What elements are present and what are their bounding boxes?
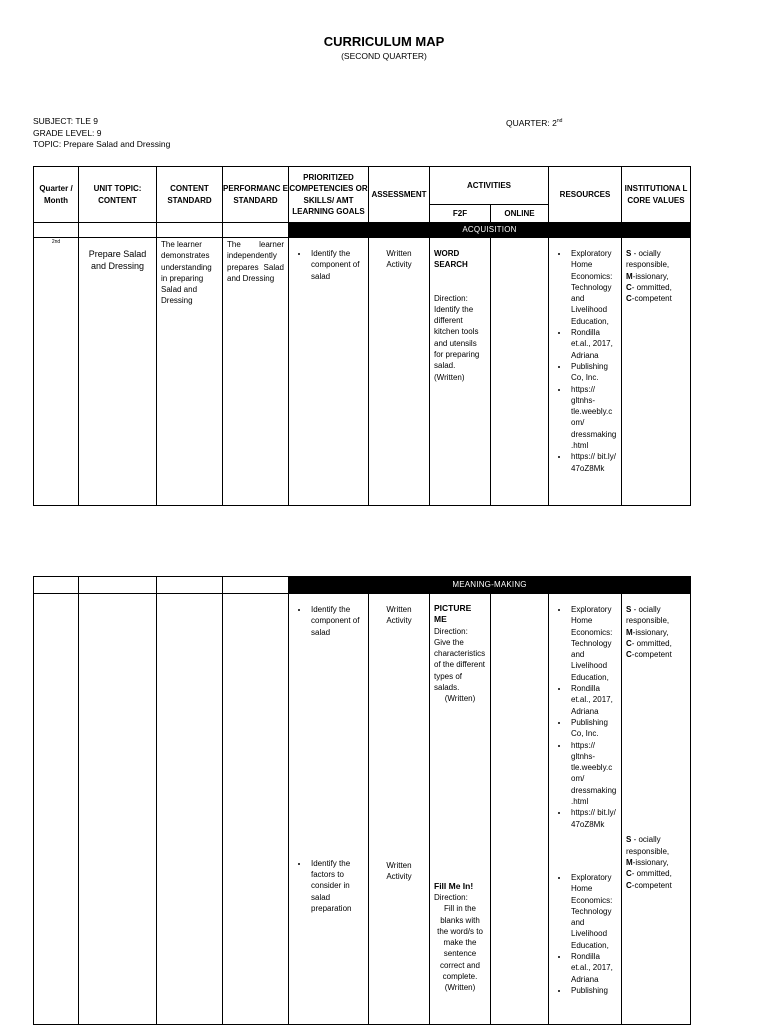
core-value-letter: M <box>626 627 633 637</box>
resource-item: • Exploratory Home Economics: Technology and Livelihood Education, <box>569 872 617 951</box>
mm-row2-assessment: Written Activity <box>386 860 412 881</box>
col-header-competencies-cell: PRIORITIZED COMPETENCIES OR SKILLS/ AMT LEARNING GOALS <box>289 167 369 223</box>
col-header-content-standard-cell: CONTENT STANDARD <box>157 167 223 223</box>
core-value-letter: M <box>626 271 633 281</box>
mm-row2-competency: • Identify the factors to consider in salad preparation <box>309 858 364 914</box>
core-value-text: - ocially responsible, <box>626 835 670 856</box>
quarter-line <box>506 116 562 129</box>
core-value-text: -competent <box>631 294 672 304</box>
resource-item: • Publishing <box>569 985 617 996</box>
core-value-line <box>626 604 686 627</box>
core-value-text: - ommitted, <box>631 638 672 648</box>
page-title: CURRICULUM MAP <box>323 34 445 49</box>
topic-line: TOPIC: Prepare Salad and Dressing <box>33 139 171 149</box>
quarter-sup: nd <box>556 118 563 124</box>
resource-item: • Exploratory Home Economics: Technology and Livelihood Education, <box>569 604 617 683</box>
core-value-letter: C <box>626 869 632 879</box>
mm-online-cell <box>491 594 549 1025</box>
acquisition-bar: ACQUISITION <box>289 223 691 238</box>
resource-item: • Rondilla et.al., 2017, Adriana <box>569 683 617 717</box>
resource-item: • Publishing Co, Inc. <box>569 717 617 740</box>
core-value-letter: C <box>626 650 632 660</box>
acquisition-online-cell <box>491 238 549 506</box>
acquisition-f2f-cell <box>430 238 491 506</box>
core-value-line <box>626 282 686 293</box>
acquisition-f2f-title: WORD SEARCH <box>434 249 468 270</box>
mm-assessment-cell <box>369 594 430 1025</box>
mm-row1-f2f-body: Direction: Give the characteristics of the different types of salads. <box>434 626 486 693</box>
core-value-line <box>626 857 686 868</box>
core-value-line <box>626 638 686 649</box>
core-value-line <box>626 868 686 879</box>
mm-row1-f2f-title: PICTURE ME <box>434 603 472 625</box>
core-value-letter: S <box>626 835 632 845</box>
core-value-text: - ocially responsible, <box>626 605 670 626</box>
resource-item: • https:// gltnhs-tle.weebly.c om/ dressmaking .html <box>569 384 617 452</box>
core-value-text: -issionary, <box>632 858 669 868</box>
col-header-activities-cell: ACTIVITIES <box>430 167 549 205</box>
quarter-value: 2nd <box>34 238 79 506</box>
mm-f2f-cell <box>430 594 491 1025</box>
curriculum-table-meaning-making <box>33 576 691 1025</box>
col-header-online: ONLINE <box>491 205 549 223</box>
performance-standard-value: The learner independently prepares Salad and Dressing <box>223 238 289 506</box>
acquisition-resources-cell <box>549 238 622 506</box>
resource-item: • Rondilla et.al., 2017, Adriana <box>569 951 617 985</box>
core-value-text: -issionary, <box>632 271 669 281</box>
mm-row1-competency: • Identify the component of salad <box>309 604 364 638</box>
core-value-letter: C <box>626 638 632 648</box>
acquisition-core-values <box>622 238 691 506</box>
acquisition-f2f-body: Direction: Identify the different kitchen tools and utensils for preparing salad. (Written) <box>434 293 480 382</box>
mm-values-cell <box>622 594 691 1025</box>
acquisition-competency-cell <box>289 238 369 506</box>
core-value-text: - ommitted, <box>631 869 672 879</box>
col-header-unit-topic-cell: UNIT TOPIC: CONTENT <box>79 167 157 223</box>
col-header-resources-cell: RESOURCES <box>549 167 622 223</box>
core-value-letter: M <box>626 858 633 868</box>
core-value-text: - ommitted, <box>631 282 672 292</box>
resource-item: • Exploratory Home Economics: Technology and Livelihood Education, <box>569 248 617 327</box>
core-value-line <box>626 271 686 282</box>
mm-row1-resources-list <box>553 604 617 830</box>
core-value-line <box>626 834 686 857</box>
core-value-line <box>626 293 686 304</box>
mm-row2-core-values <box>626 834 686 890</box>
mm-row1-core-values <box>626 604 686 660</box>
core-value-text: -competent <box>631 880 672 890</box>
mm-row2-f2f-lead: Direction: <box>434 892 468 902</box>
col-header-core-values-cell: INSTITUTIONA L CORE VALUES <box>622 167 691 223</box>
resource-item: • https:// bit.ly/ 47oZ8Mk <box>569 807 617 830</box>
core-value-letter: S <box>626 249 632 258</box>
meaning-making-bar: MEANING-MAKING <box>289 577 691 594</box>
meta-left <box>33 116 170 151</box>
mm-row2-f2f-body: Fill in the blanks with the word/s to make the sentence correct and complete. (Written) <box>437 904 483 993</box>
mm-row2-f2f-title: Fill Me In! <box>434 880 474 891</box>
core-value-letter: S <box>626 605 632 614</box>
core-value-text: - ocially responsible, <box>626 249 670 270</box>
core-value-line <box>626 248 686 271</box>
unit-topic-value: Prepare Salad and Dressing <box>79 238 157 506</box>
col-header-quarter-cell: Quarter / Month <box>34 167 79 223</box>
core-value-letter: C <box>626 880 632 890</box>
subject-line: SUBJECT: TLE 9 <box>33 116 99 126</box>
acquisition-competency: • Identify the component of salad <box>309 248 364 282</box>
acquisition-assessment: Written Activity <box>369 238 430 506</box>
core-value-line <box>626 880 686 891</box>
curriculum-table-main <box>33 166 691 506</box>
resource-item: • Publishing Co, Inc. <box>569 361 617 384</box>
mm-row1-assessment: Written Activity <box>386 605 412 626</box>
mm-row1-competency-cell <box>289 594 369 1025</box>
col-header-performance-standard-cell: PERFORMANC E STANDARD <box>223 167 289 223</box>
grade-level-line: GRADE LEVEL: 9 <box>33 127 102 138</box>
core-value-line <box>626 649 686 660</box>
page-subtitle: (SECOND QUARTER) <box>341 51 427 61</box>
resource-item: • https:// bit.ly/ 47oZ8Mk <box>569 451 617 474</box>
quarter-label: QUARTER: 2 <box>506 117 557 128</box>
col-header-f2f: F2F <box>430 205 491 223</box>
core-value-text: -issionary, <box>632 627 669 637</box>
core-value-line <box>626 627 686 638</box>
resource-item: • Rondilla et.al., 2017, Adriana <box>569 327 617 361</box>
acquisition-resources-list <box>553 248 617 474</box>
mm-resources-cell <box>549 594 622 1025</box>
content-standard-value: The learner demonstrates understanding in preparing Salad and Dressing <box>157 238 223 506</box>
core-value-letter: C <box>626 294 632 304</box>
resource-item: • https:// gltnhs-tle.weebly.c om/ dressmaking .html <box>569 740 617 808</box>
core-value-letter: C <box>626 282 632 292</box>
col-header-assessment-cell: ASSESSMENT <box>369 167 430 223</box>
mm-row2-resources-list <box>553 872 617 996</box>
core-value-text: -competent <box>631 650 672 660</box>
mm-row1-f2f-note: (Written) <box>444 694 476 704</box>
